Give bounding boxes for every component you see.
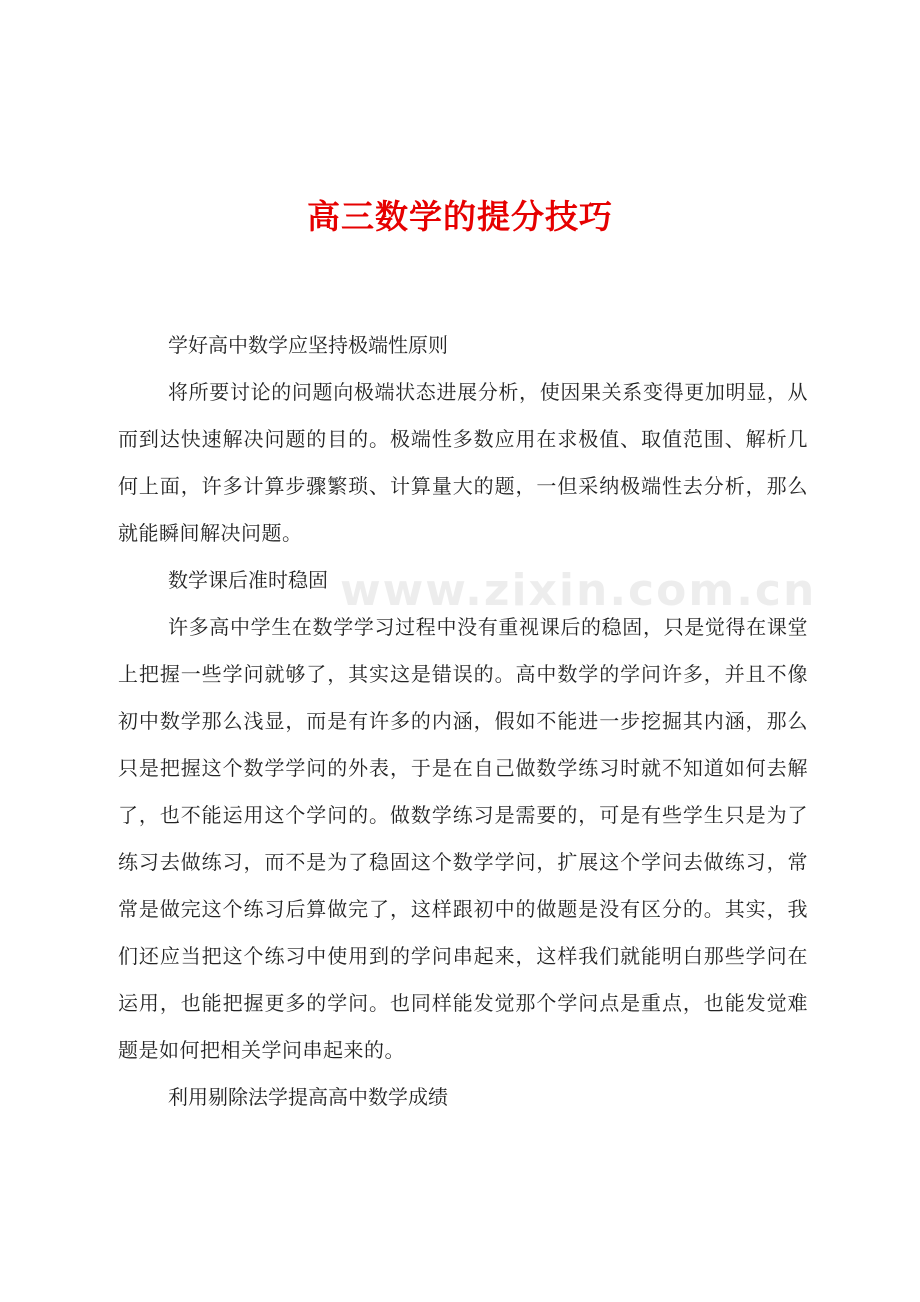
section-paragraph-review: 许多高中学生在数学学习过程中没有重视课后的稳固，只是觉得在课堂上把握一些学问就够了，其实这是错误的。高中数学的学问许多，并且不像初中数学那么浅显，而是有许多的内涵，假如不能进一步挖掘其内涵，那么只是把握这个数学学问的外表，于是在自己做数学练习时就不知道如何去解了，也不能运用这个学问的。做数学练习是需要的，可是有些学生只是为了练习去做练习，而不是为了稳固这个数学学问，扩展这个学问去做练习，常常是做完这个练习后算做完了，这样跟初中的做题是没有区分的。其实，我们还应当把这个练习中使用到的学问串起来，这样我们就能明白那些学问在运用，也能把握更多的学问。也同样能发觉那个学问点是重点，也能发觉难题是如何把相关学问串起来的。 — [118, 615, 808, 1062]
section-heading-review: 数学课后准时稳固 — [168, 568, 328, 592]
section-heading-elimination: 利用剔除法学提高高中数学成绩 — [168, 1085, 448, 1109]
section-paragraph-extreme-principle: 将所要讨论的问题向极端状态进展分析，使因果关系变得更加明显，从而到达快速解决问题的目的。极端性多数应用在求极值、取值范围、解析几何上面，许多计算步骤繁琐、计算量大的题，一但采纳极端性去分析，那么就能瞬间解决问题。 — [118, 380, 808, 545]
document-title: 高三数学的提分技巧 — [307, 197, 613, 236]
watermark-text: www.zixin.com.cn — [340, 565, 817, 616]
document-body — [118, 322, 808, 1121]
section-heading-extreme-principle: 学好高中数学应坚持极端性原则 — [168, 333, 448, 357]
